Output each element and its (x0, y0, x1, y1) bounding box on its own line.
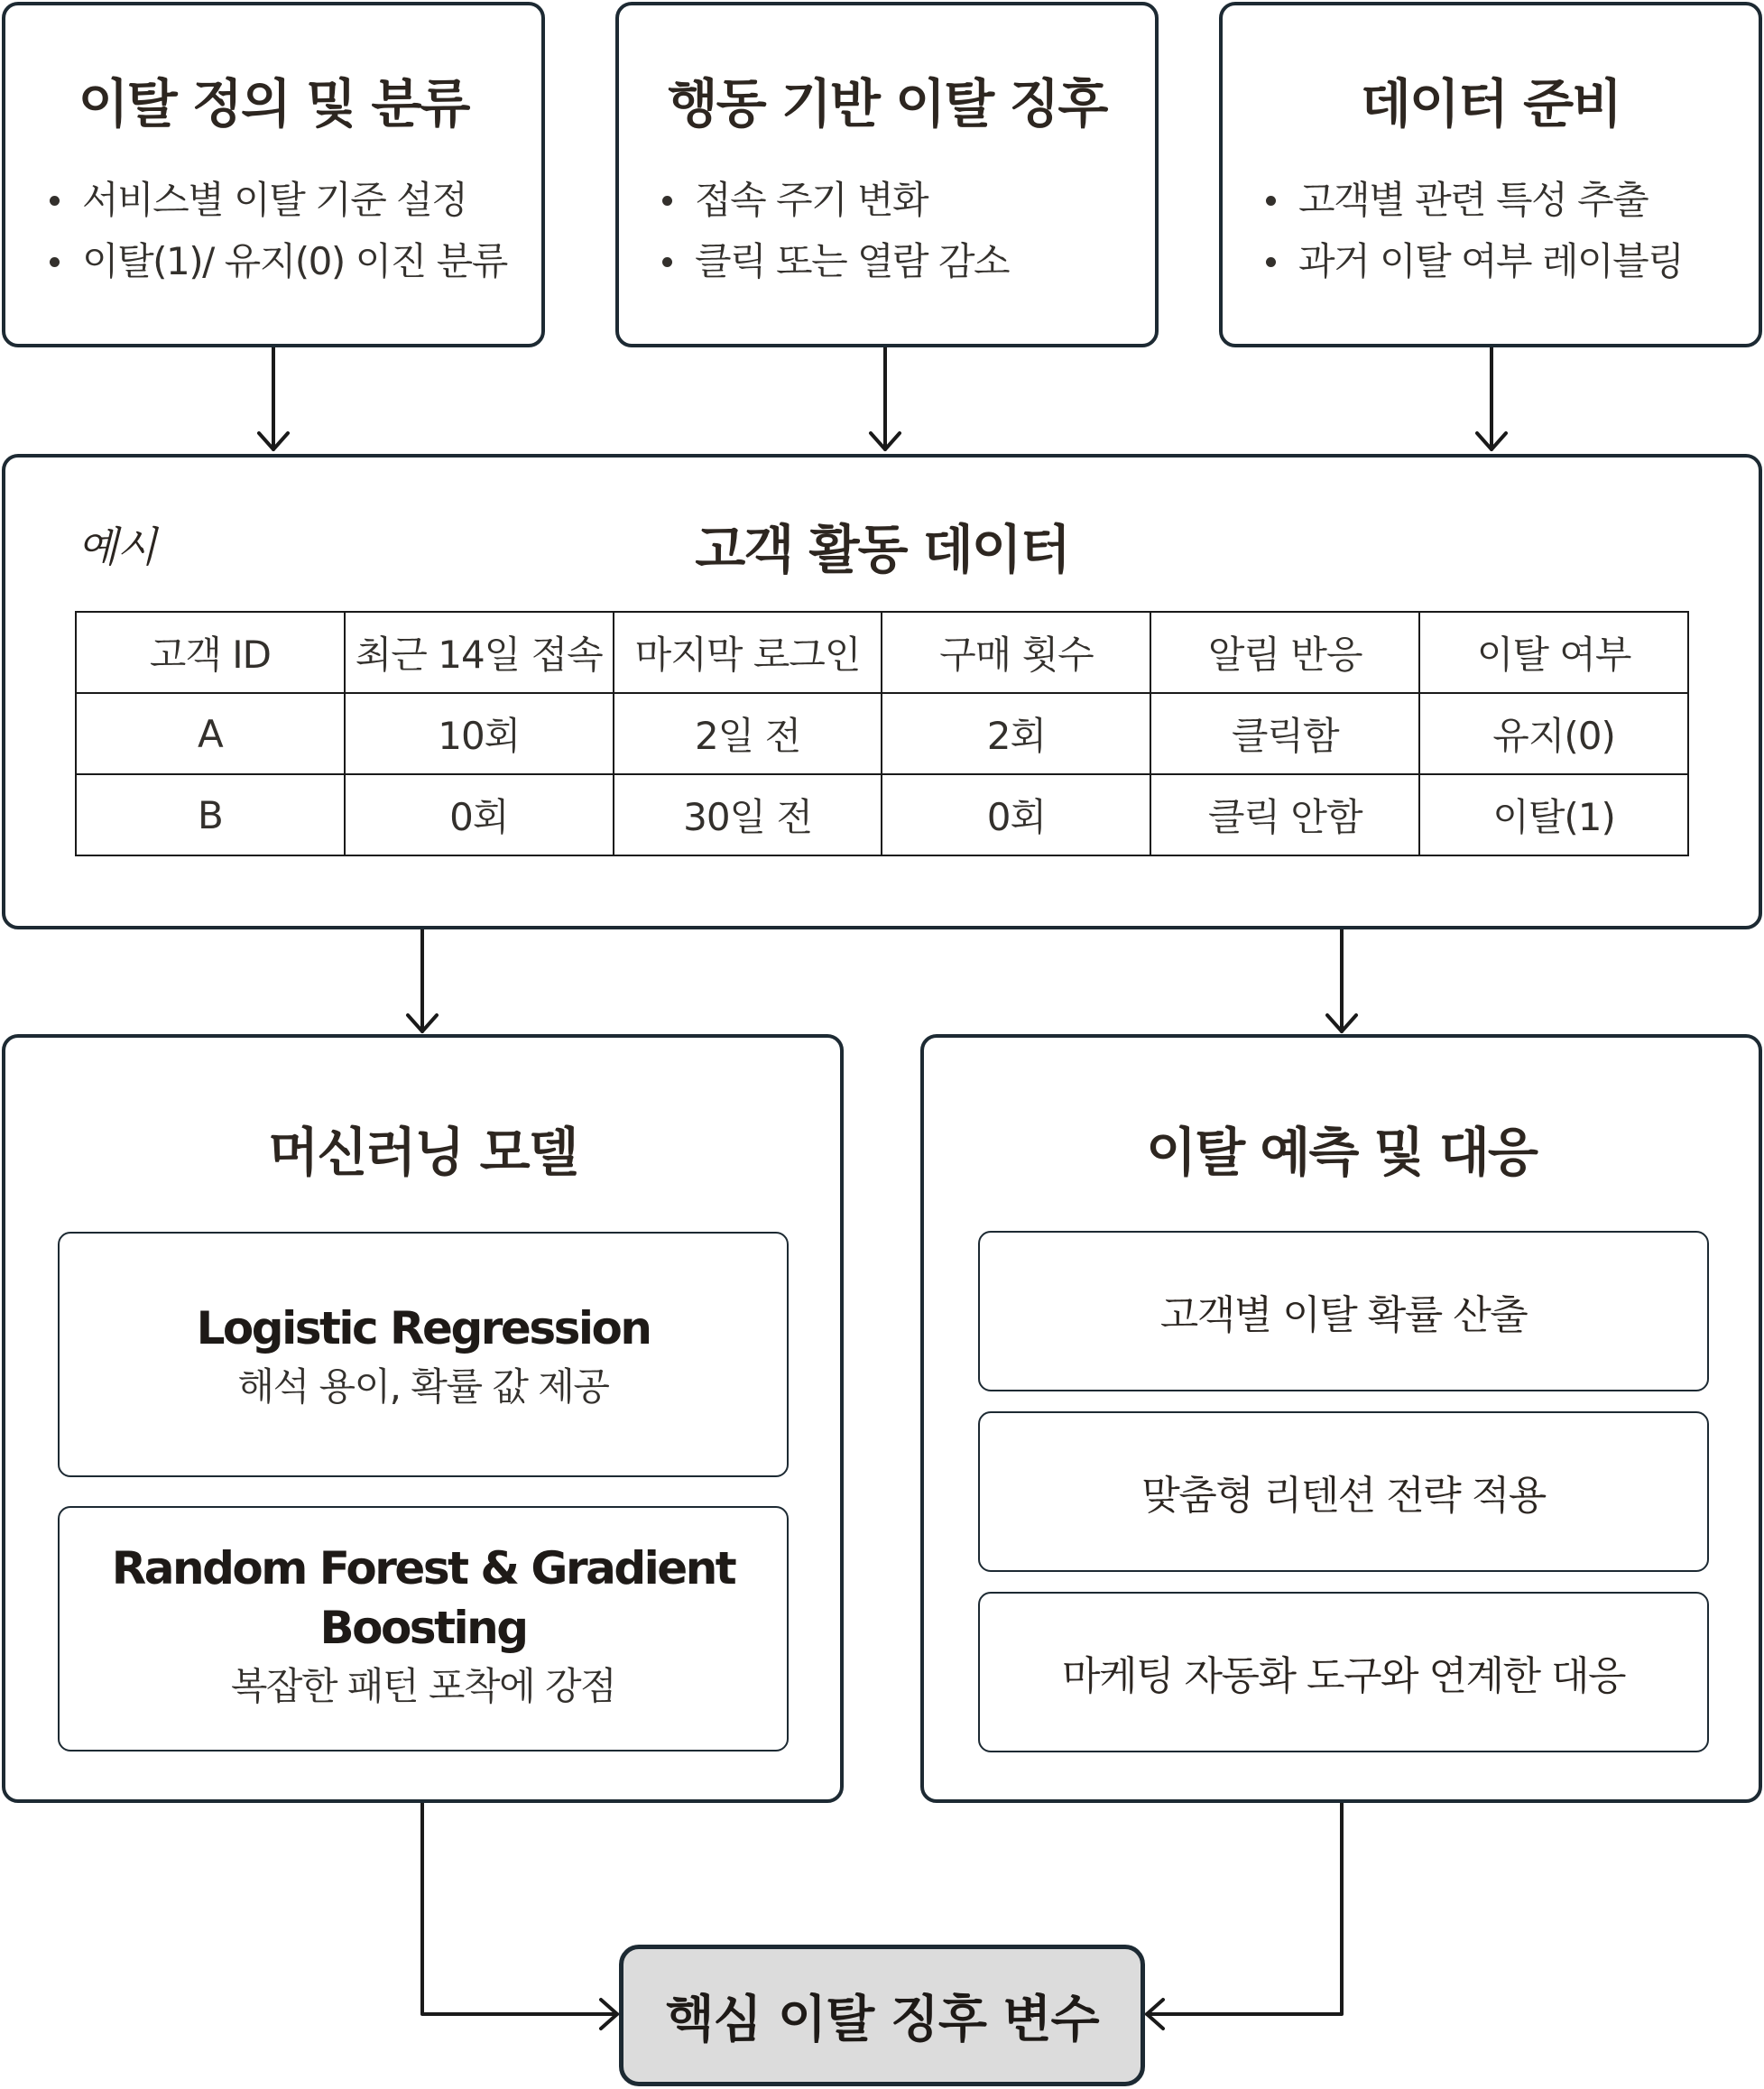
prediction-box (920, 1034, 1762, 1803)
table-cell: 0회 (882, 774, 1150, 855)
table-header: 구매 횟수 (882, 612, 1150, 693)
arrow-ml-to-final (422, 1803, 617, 2014)
bullet-item: 과거 이탈 여부 레이블링 (1266, 231, 1683, 292)
action-label: 고객별 이탈 확률 산출 (1159, 1292, 1528, 1338)
random-forest-card (58, 1506, 789, 1752)
data-prep-bullets (1266, 170, 1683, 292)
model-description: 해석 용이, 확률 값 제공 (237, 1364, 609, 1409)
table-cell: 이탈(1) (1419, 774, 1688, 855)
model-name-continued: Boosting (319, 1602, 527, 1654)
signals-title: 행동 기반 이탈 징후 (667, 73, 1107, 134)
table-header: 이탈 여부 (1419, 612, 1688, 693)
action-label: 맞춤형 리텐션 전략 적용 (1141, 1473, 1546, 1519)
table-cell: 클릭 안함 (1150, 774, 1419, 855)
table-cell: 0회 (345, 774, 614, 855)
table-header: 고객 ID (76, 612, 345, 693)
signals-box (615, 2, 1159, 347)
action-card (978, 1231, 1709, 1391)
activity-table (75, 611, 1689, 856)
table-header: 최근 14일 접속 (345, 612, 614, 693)
action-label: 마케팅 자동화 도구와 연계한 대응 (1062, 1653, 1625, 1699)
bullet-item: 고객별 관련 특성 추출 (1266, 170, 1683, 231)
prediction-title: 이탈 예측 및 대응 (1146, 1122, 1537, 1183)
final-label: 핵심 이탈 징후 변수 (665, 1990, 1099, 2049)
table-row (76, 693, 1688, 774)
data-prep-title: 데이터 준비 (1360, 73, 1621, 134)
example-label: 예시 (78, 522, 156, 571)
bullet-item: 클릭 또는 열람 감소 (662, 231, 1009, 292)
table-cell: 10회 (345, 693, 614, 774)
table-header: 알림 반응 (1150, 612, 1419, 693)
definition-title: 이탈 정의 및 분류 (78, 73, 469, 134)
model-description: 복잡한 패턴 포착에 강점 (230, 1664, 616, 1708)
logistic-regression-card (58, 1232, 789, 1477)
definition-bullets (50, 170, 507, 292)
table-row (76, 774, 1688, 855)
table-cell: A (76, 693, 345, 774)
table-cell: 30일 전 (614, 774, 882, 855)
action-card (978, 1411, 1709, 1572)
table-cell: 클릭함 (1150, 693, 1419, 774)
action-card (978, 1592, 1709, 1752)
model-name: Random Forest & Gradient (111, 1542, 735, 1594)
bullet-item: 서비스별 이탈 기준 설정 (50, 170, 507, 231)
ml-title: 머신러닝 모델 (268, 1122, 577, 1183)
table-cell: 2회 (882, 693, 1150, 774)
table-header: 마지막 로그인 (614, 612, 882, 693)
activity-title: 고객 활동 데이터 (695, 519, 1069, 580)
key-signal-variables-box (619, 1945, 1145, 2086)
definition-box (2, 2, 545, 347)
arrow-prediction-to-final (1147, 1803, 1342, 2014)
table-cell: 2일 전 (614, 693, 882, 774)
bullet-item: 이탈(1)/ 유지(0) 이진 분류 (50, 231, 507, 292)
signals-bullets (662, 170, 1009, 292)
ml-model-box (2, 1034, 844, 1803)
table-header-row (76, 612, 1688, 693)
table-cell: B (76, 774, 345, 855)
data-prep-box (1219, 2, 1762, 347)
model-name: Logistic Regression (196, 1302, 651, 1354)
bullet-item: 접속 주기 변화 (662, 170, 1009, 231)
table-cell: 유지(0) (1419, 693, 1688, 774)
